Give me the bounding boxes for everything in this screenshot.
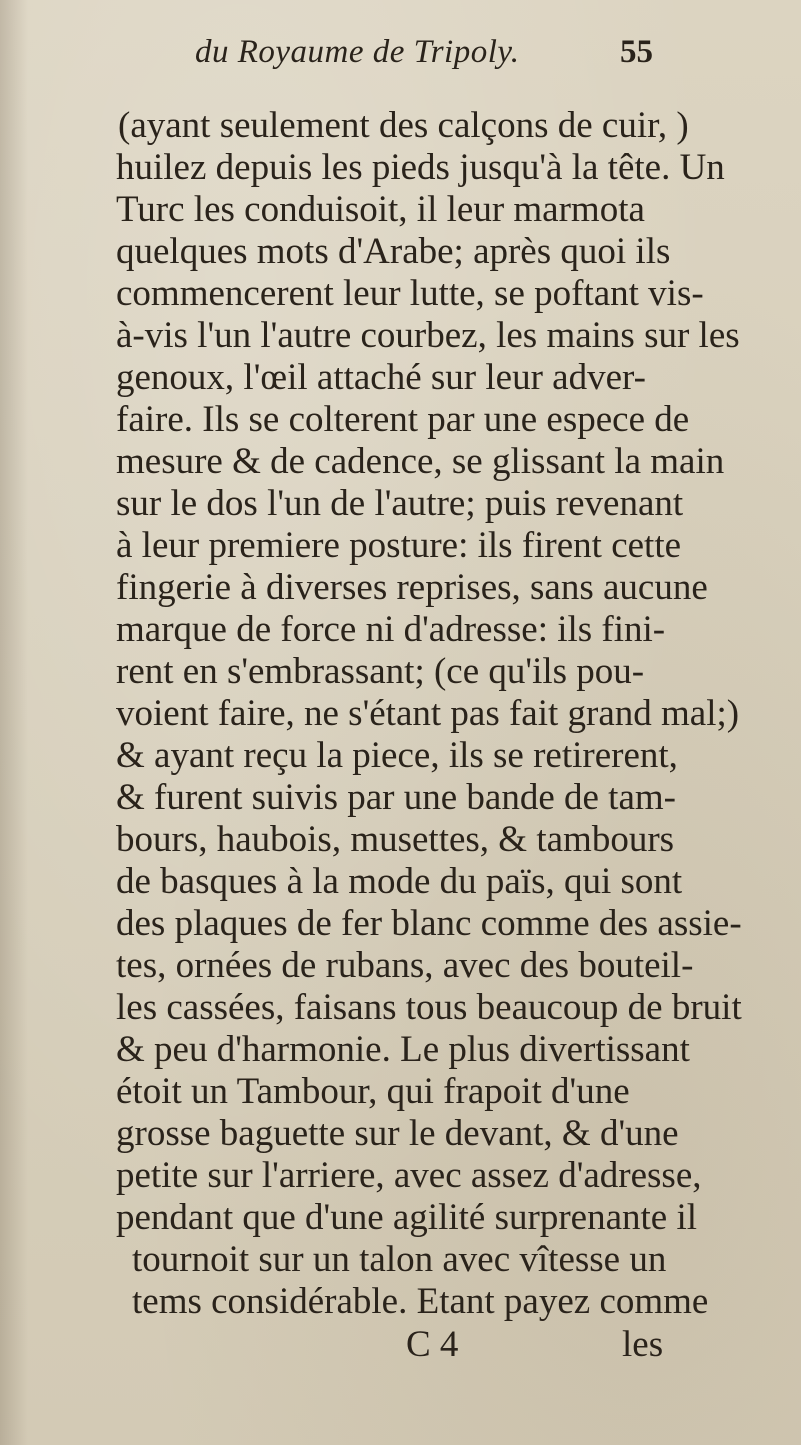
text-line: sur le dos l'un de l'autre; puis revenant — [116, 483, 684, 524]
text-line: Turc les conduisoit, il leur marmota — [116, 189, 645, 230]
catchword: les — [622, 1324, 664, 1365]
text-line: petite sur l'arriere, avec assez d'adresse, — [116, 1155, 702, 1196]
text-line: tournoit sur un talon avec vîtesse un — [132, 1239, 667, 1280]
text-line: pendant que d'une agilité surprenante il — [116, 1197, 697, 1238]
text-line: & furent suivis par une bande de tam- — [116, 777, 676, 818]
text-line: les cassées, faisans tous beaucoup de bruit — [116, 987, 742, 1028]
page-footer — [0, 1320, 801, 1370]
text-line: tems considérable. Etant payez comme — [132, 1281, 709, 1322]
text-line: & ayant reçu la piece, ils se retirerent, — [116, 735, 678, 776]
page-number: 55 — [620, 34, 653, 70]
text-line: marque de force ni d'adresse: ils fini- — [116, 609, 666, 650]
text-line: & peu d'harmonie. Le plus divertissant — [116, 1029, 690, 1070]
page-edge-shadow — [0, 0, 28, 1445]
text-line: fingerie à diverses reprises, sans aucune — [116, 567, 708, 608]
text-line: des plaques de fer blanc comme des assie- — [116, 903, 742, 944]
text-line: à-vis l'un l'autre courbez, les mains sur les — [116, 315, 740, 356]
text-line: quelques mots d'Arabe; après quoi ils — [116, 231, 671, 272]
page-header — [0, 34, 801, 84]
text-line: tes, ornées de rubans, avec des bouteil- — [116, 945, 694, 986]
signature-mark: C 4 — [406, 1324, 459, 1365]
text-line: de basques à la mode du païs, qui sont — [116, 861, 683, 902]
text-line: (ayant seulement des calçons de cuir, ) — [118, 105, 689, 146]
text-line: rent en s'embrassant; (ce qu'ils pou- — [116, 651, 645, 692]
text-line: commencerent leur lutte, se poftant vis- — [116, 273, 704, 314]
text-line: bours, haubois, musettes, & tambours — [116, 819, 675, 860]
text-line: voient faire, ne s'étant pas fait grand mal;) — [116, 693, 740, 734]
text-line: genoux, l'œil attaché sur leur adver- — [116, 357, 646, 398]
running-head: du Royaume de Tripoly. — [195, 34, 520, 70]
text-line: huilez depuis les pieds jusqu'à la tête. Un — [116, 147, 725, 188]
text-line: grosse baguette sur le devant, & d'une — [116, 1113, 679, 1154]
text-line: faire. Ils se colterent par une espece de — [116, 399, 690, 440]
text-line: à leur premiere posture: ils firent cette — [116, 525, 682, 566]
text-line: étoit un Tambour, qui frapoit d'une — [116, 1071, 630, 1112]
text-line: mesure & de cadence, se glissant la main — [116, 441, 725, 482]
